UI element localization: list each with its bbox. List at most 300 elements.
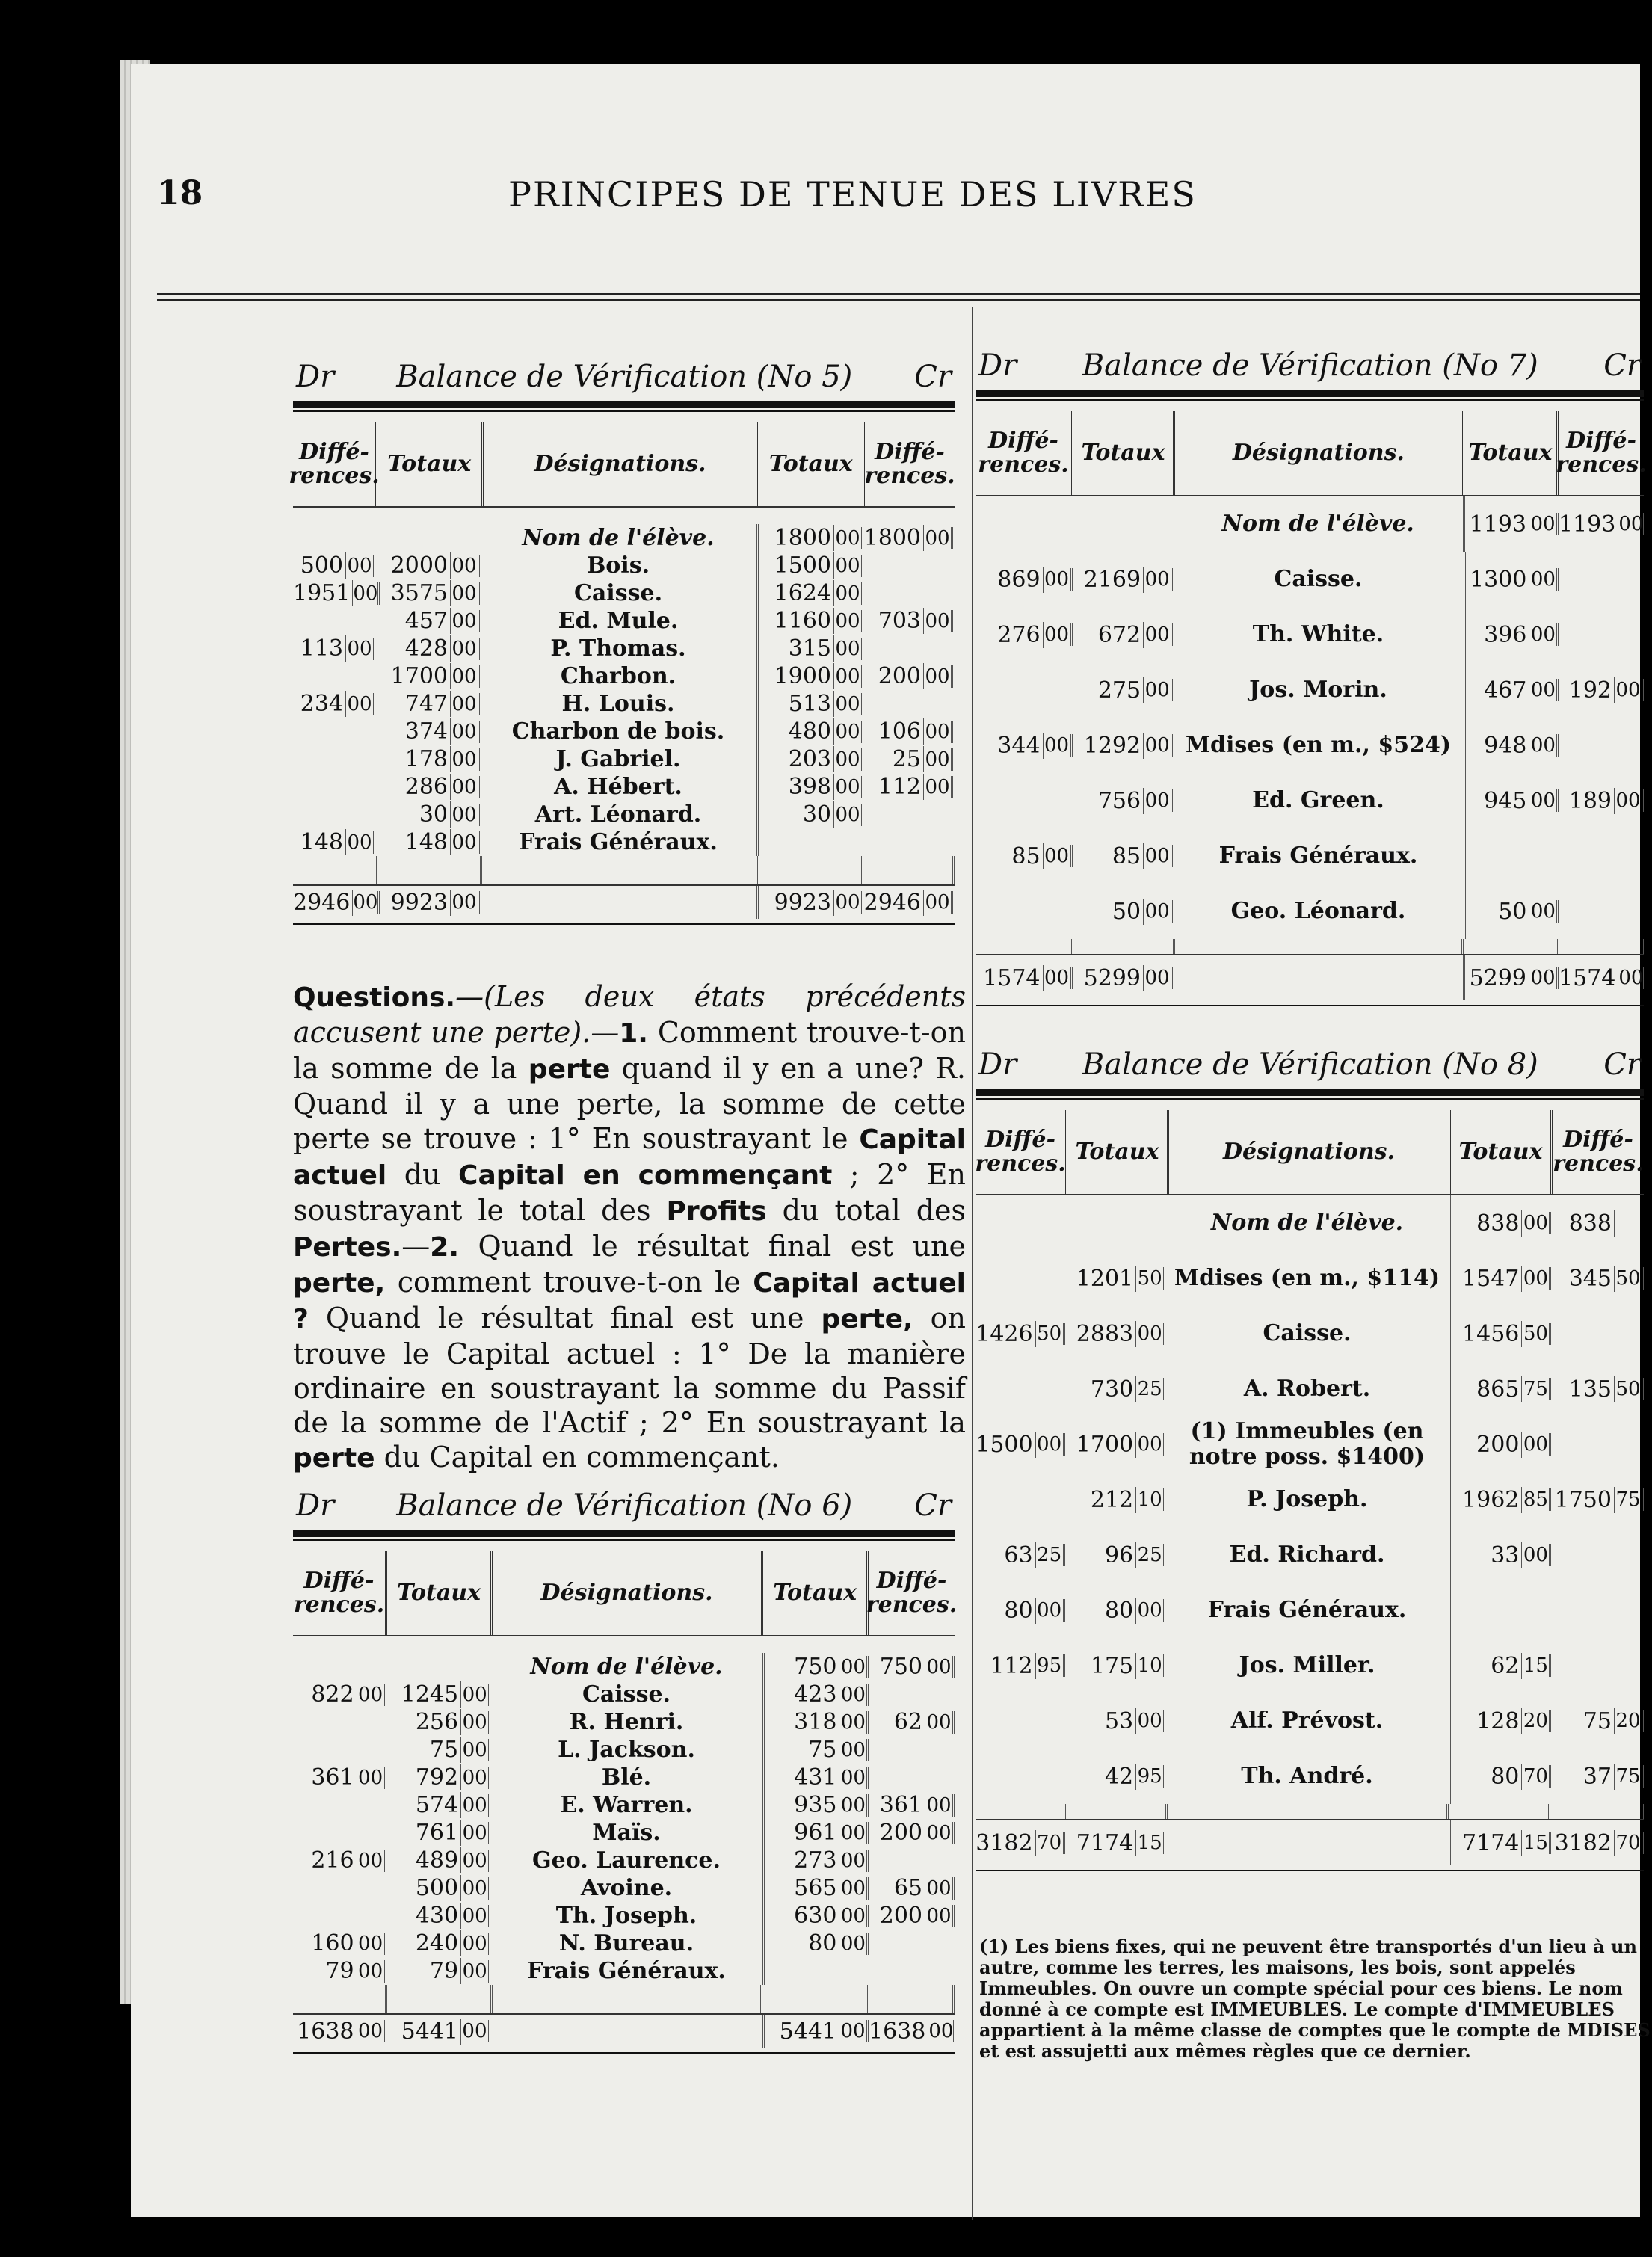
total-row	[293, 884, 955, 919]
amount-dollars: 428	[375, 635, 451, 662]
designation-cell: Ed. Mule.	[480, 607, 759, 635]
amount-cents: 00	[1529, 789, 1559, 812]
amount-cents: 00	[839, 1739, 869, 1761]
amount-cents: 00	[834, 610, 863, 632]
amount-cell	[386, 1764, 491, 1791]
differences-header: Diffé-rences.	[976, 411, 1073, 495]
amount-cell	[976, 1417, 1065, 1472]
table-row	[293, 579, 955, 607]
amount-dollars: 30	[759, 801, 834, 828]
amount-dollars: 1193	[1559, 511, 1618, 538]
amount-cents: 50	[1136, 1267, 1165, 1290]
amount-dollars: 160	[293, 1930, 357, 1956]
amount-cell	[869, 1819, 955, 1847]
amount-cell	[375, 690, 480, 718]
amount-cell	[1451, 1306, 1552, 1361]
amount-cents: 00	[925, 1877, 955, 1900]
amount-cents: 00	[461, 1739, 490, 1761]
differences-header: Diffé-rences.	[1553, 1127, 1644, 1177]
designation-cell: Geo. Léonard.	[1173, 884, 1466, 939]
amount-cents: 00	[451, 665, 480, 688]
table-row	[293, 1736, 955, 1764]
amount-cents: 50	[1036, 1323, 1065, 1345]
title-rule-thin	[976, 1098, 1644, 1100]
amount-cents: 00	[461, 1794, 490, 1817]
amount-cell	[759, 773, 863, 801]
designation-cell: R. Henri.	[490, 1708, 765, 1736]
amount-cents: 00	[1144, 679, 1173, 701]
table-spacer-row	[976, 1804, 1644, 1819]
amount-cell	[863, 718, 953, 745]
amount-cell	[293, 552, 375, 579]
amount-cents: 70	[1615, 1832, 1644, 1854]
title-rule-thin	[293, 410, 955, 412]
amount-dollars: 1700	[375, 663, 451, 689]
question-text: du	[386, 1158, 459, 1191]
amount-cell	[293, 801, 375, 828]
title-rule-thick	[976, 1089, 1644, 1096]
table-row	[293, 1819, 955, 1847]
amount-cents: 00	[451, 693, 480, 715]
amount-dollars: 189	[1559, 788, 1615, 814]
table-row	[293, 773, 955, 801]
designation-cell: Caisse.	[480, 579, 759, 607]
amount-cell	[1466, 828, 1559, 884]
page-title: PRINCIPES DE TENUE DES LIVRES	[508, 174, 1197, 215]
amount-cell	[1466, 718, 1559, 773]
amount-cell	[1559, 662, 1644, 718]
amount-dollars: 315	[759, 635, 834, 662]
amount-cell	[863, 828, 953, 856]
amount-cents: 00	[461, 1711, 490, 1734]
credit-label: Cr	[1603, 1047, 1641, 1082]
table-row	[976, 1583, 1644, 1638]
amount-cents: 00	[928, 2020, 955, 2042]
amount-cell	[976, 1195, 1065, 1251]
amount-cents: 00	[1044, 845, 1073, 867]
designation-cell: J. Gabriel.	[480, 745, 759, 773]
amount-cents: 00	[834, 665, 863, 688]
designation-cell: E. Warren.	[490, 1791, 765, 1819]
amount-dollars: 106	[863, 718, 924, 745]
amount-dollars: 430	[386, 1903, 462, 1929]
keyword-perte: perte,	[293, 1268, 386, 1299]
amount-cell	[1559, 607, 1644, 662]
amount-cell	[1551, 1195, 1644, 1251]
amount-cents: 85	[1522, 1488, 1551, 1511]
designation-cell: Frais Généraux.	[490, 1957, 765, 1985]
amount-dollars: 489	[386, 1847, 462, 1873]
amount-cell	[1551, 1638, 1644, 1693]
amount-cell	[976, 1361, 1065, 1417]
amount-cell	[759, 745, 863, 773]
amount-cents: 00	[1044, 734, 1073, 757]
amount-cell	[1451, 1361, 1552, 1417]
debit-label: Dr	[296, 360, 335, 394]
amount-dollars: 275	[1073, 677, 1144, 703]
table-bottom-rule	[976, 1005, 1644, 1006]
amount-dollars: 30	[375, 801, 451, 828]
amount-dollars: 79	[293, 1958, 357, 1984]
designation-cell: Art. Léonard.	[480, 801, 759, 828]
amount-dollars: 178	[375, 746, 451, 772]
amount-dollars: 513	[759, 691, 834, 717]
amount-cents: 00	[1522, 1267, 1551, 1290]
amount-cell	[976, 1638, 1065, 1693]
header-rule	[157, 293, 1640, 295]
amount-dollars: 1201	[1065, 1266, 1137, 1292]
amount-dollars: 9923	[375, 890, 451, 916]
spacer-cell	[293, 1985, 387, 2013]
amount-cell	[863, 524, 953, 552]
amount-cents: 00	[451, 638, 480, 660]
table-spacer-row	[976, 939, 1644, 954]
table-row	[976, 718, 1644, 773]
amount-cell	[293, 1902, 386, 1930]
amount-dollars: 822	[293, 1681, 357, 1708]
amount-dollars: 234	[293, 691, 346, 717]
amount-dollars: 175	[1065, 1653, 1137, 1679]
amount-cell	[1451, 1820, 1552, 1865]
amount-dollars: 50	[1073, 899, 1144, 925]
amount-cell	[1551, 1749, 1644, 1804]
amount-dollars: 62	[1451, 1653, 1523, 1679]
amount-cents: 00	[839, 1794, 869, 1817]
spacer-cell	[863, 856, 955, 884]
amount-cell	[759, 801, 863, 828]
amount-cents: 00	[357, 1960, 386, 1983]
amount-cell	[759, 828, 863, 856]
amount-dollars: 112	[863, 774, 924, 800]
amount-dollars: 761	[386, 1820, 462, 1846]
amount-cell	[1559, 884, 1644, 939]
amount-dollars: 574	[386, 1792, 462, 1818]
amount-cell	[293, 1791, 386, 1819]
amount-cents: 00	[461, 1684, 490, 1706]
amount-cents: 00	[461, 1850, 490, 1872]
amount-dollars: 318	[765, 1709, 840, 1735]
amount-dollars: 5299	[1465, 965, 1529, 991]
column-header-row	[976, 1110, 1644, 1195]
amount-dollars: 361	[869, 1792, 925, 1818]
amount-cell	[293, 635, 375, 662]
designation-cell: Bois.	[480, 552, 759, 579]
designation-cell: Charbon de bois.	[480, 718, 759, 745]
amount-cell	[1451, 1693, 1552, 1749]
keyword-capital-actuel: Capital actuel	[293, 1124, 966, 1191]
amount-dollars: 80	[976, 1598, 1036, 1624]
designation-cell: Th. Joseph.	[490, 1902, 765, 1930]
amount-cell	[1065, 1417, 1166, 1472]
amount-cell	[1451, 1472, 1552, 1527]
designation-cell: L. Jackson.	[490, 1736, 765, 1764]
amount-cell	[1466, 662, 1559, 718]
totaux-header: Totaux	[1073, 411, 1175, 495]
amount-dollars: 50	[1466, 899, 1530, 925]
amount-cell	[1065, 1749, 1166, 1804]
amount-cell	[293, 2015, 386, 2048]
amount-cents: 15	[1522, 1654, 1551, 1677]
amount-dollars: 203	[759, 746, 834, 772]
amount-dollars: 212	[1065, 1487, 1137, 1513]
designation-cell: Th. White.	[1173, 607, 1466, 662]
amount-cents: 00	[925, 1794, 955, 1817]
spacer-cell	[493, 1985, 763, 2013]
amount-cell	[1559, 828, 1644, 884]
amount-cell	[293, 1930, 386, 1957]
amount-dollars: 5441	[765, 2019, 839, 2045]
amount-dollars: 374	[375, 718, 451, 745]
amount-cell	[759, 607, 863, 635]
amount-cents: 25	[1136, 1544, 1165, 1566]
designation-cell: Nom de l'élève.	[1173, 496, 1466, 552]
amount-dollars: 565	[765, 1875, 840, 1901]
amount-dollars: 792	[386, 1764, 462, 1790]
amount-dollars: 2169	[1073, 567, 1144, 593]
amount-dollars: 200	[863, 663, 924, 689]
amount-cell	[765, 1930, 869, 1957]
spacer-cell	[1449, 1804, 1550, 1819]
table-title-row	[976, 1043, 1644, 1086]
amount-dollars: 135	[1551, 1376, 1615, 1402]
amount-cents: 00	[451, 555, 480, 577]
amount-cents: 15	[1136, 1832, 1165, 1854]
designation-cell: Mdises (en m., $524)	[1173, 718, 1466, 773]
amount-cell	[863, 579, 953, 607]
amount-cell	[386, 1930, 491, 1957]
amount-cell	[869, 1708, 955, 1736]
amount-cell	[293, 1957, 386, 1985]
totaux-header: Totaux	[1451, 1110, 1553, 1194]
amount-cents: 00	[346, 693, 375, 715]
amount-cell	[976, 1251, 1065, 1306]
amount-cell	[765, 1791, 869, 1819]
amount-cell	[1065, 1820, 1166, 1865]
table-spacer-row	[293, 1985, 955, 2013]
keyword-perte: perte	[528, 1054, 611, 1085]
designations-header: Désignations.	[1169, 1110, 1451, 1194]
amount-cents: 00	[834, 776, 863, 798]
title-rule-thick	[293, 1530, 955, 1537]
designations-header: Désignations.	[1175, 411, 1464, 495]
amount-cell	[863, 745, 953, 773]
amount-cell	[1065, 1361, 1166, 1417]
amount-dollars: 457	[375, 608, 451, 634]
amount-cents: 00	[925, 1711, 955, 1734]
amount-dollars: 869	[976, 567, 1044, 593]
amount-cents: 00	[1144, 967, 1173, 989]
table-row	[293, 1902, 955, 1930]
table-row	[976, 1417, 1644, 1472]
amount-cell	[1073, 718, 1174, 773]
amount-cell	[375, 662, 480, 690]
balance-5-table	[289, 355, 955, 925]
amount-cell	[293, 828, 375, 856]
table-row	[976, 496, 1644, 552]
balance-6-table	[293, 1484, 958, 2054]
amount-dollars: 703	[863, 608, 924, 634]
table-body	[976, 1195, 1644, 1865]
table-spacer-row	[293, 856, 955, 884]
page-number: 18	[157, 174, 203, 212]
question-1-number: 1.	[619, 1018, 648, 1049]
amount-cents: 00	[461, 1767, 490, 1789]
table-bottom-rule	[293, 923, 955, 925]
table-row	[293, 1764, 955, 1791]
amount-cell	[759, 579, 863, 607]
amount-dollars: 1574	[976, 965, 1044, 991]
amount-cents: 00	[1144, 900, 1173, 923]
amount-cents: 00	[834, 638, 863, 660]
amount-cell	[765, 2015, 869, 2048]
amount-cell	[976, 1527, 1065, 1583]
table-row	[293, 1708, 955, 1736]
amount-cell	[863, 773, 953, 801]
differences-header: Diffé-rences.	[976, 1110, 1067, 1194]
title-rule-thick	[293, 401, 955, 408]
questions-heading: Questions.	[293, 982, 456, 1013]
questions-intro: —(Les deux états précédents accusent une perte).—	[293, 980, 966, 1049]
amount-cents: 00	[461, 1960, 490, 1983]
amount-cell	[375, 718, 480, 745]
table-row	[976, 1527, 1644, 1583]
table-body	[293, 508, 955, 919]
amount-cents: 00	[353, 891, 380, 914]
question-text: on trouve le Capital actuel : 1° De la manière ordinaire en soustrayant la somme du Passif de la somme de l'Actif ; 2° En soustrayant la	[293, 1302, 967, 1439]
amount-cell	[293, 1708, 386, 1736]
table-row	[293, 662, 955, 690]
table-title-row	[293, 355, 955, 398]
question-text: comment trouve-t-on le	[385, 1266, 753, 1299]
amount-dollars: 838	[1551, 1210, 1615, 1237]
amount-cents: 00	[1529, 967, 1559, 989]
amount-dollars: 1426	[976, 1321, 1036, 1347]
amount-cell	[1559, 718, 1644, 773]
amount-cents: 00	[924, 776, 953, 798]
debit-label: Dr	[978, 348, 1017, 383]
amount-dollars: 750	[869, 1654, 925, 1680]
amount-cell	[386, 1708, 491, 1736]
amount-cents: 00	[1136, 1599, 1165, 1622]
amount-dollars: 112	[976, 1653, 1036, 1679]
amount-dollars: 2946	[863, 890, 924, 916]
designation-cell: H. Louis.	[480, 690, 759, 718]
questions-paragraph	[293, 979, 966, 1476]
total-designation-cell	[1165, 1820, 1451, 1865]
amount-dollars: 148	[293, 829, 346, 855]
amount-cents: 00	[1036, 1599, 1065, 1622]
amount-cell	[869, 1791, 955, 1819]
amount-cents: 00	[839, 2020, 869, 2042]
amount-cell	[1451, 1417, 1552, 1472]
amount-cell	[1073, 773, 1174, 828]
differences-header: Diffé-rences.	[293, 1551, 387, 1635]
amount-cents: 00	[839, 1877, 869, 1900]
amount-dollars: 672	[1073, 622, 1144, 648]
spacer-cell	[377, 856, 482, 884]
spacer-cell	[976, 939, 1073, 954]
amount-cell	[765, 1874, 869, 1902]
amount-cents: 00	[346, 638, 375, 660]
amount-dollars: 1574	[1559, 965, 1618, 991]
amount-cell	[976, 718, 1073, 773]
designations-header: Désignations.	[493, 1551, 763, 1635]
designation-cell: Nom de l'élève.	[1165, 1195, 1451, 1251]
amount-cents: 00	[353, 582, 380, 605]
amount-dollars: 1700	[1065, 1432, 1137, 1458]
amount-dollars: 2883	[1065, 1321, 1137, 1347]
amount-cell	[293, 662, 375, 690]
amount-cents: 00	[839, 1656, 869, 1678]
amount-cell	[386, 1653, 491, 1681]
designation-cell: A. Robert.	[1165, 1361, 1451, 1417]
amount-cell	[1451, 1583, 1552, 1638]
amount-cell	[1551, 1361, 1644, 1417]
amount-dollars: 344	[976, 733, 1044, 759]
amount-cents: 00	[839, 1711, 869, 1734]
amount-cell	[976, 884, 1073, 939]
amount-cell	[293, 1736, 386, 1764]
debit-label: Dr	[296, 1488, 335, 1523]
table-row	[293, 1957, 955, 1985]
amount-cell	[1551, 1820, 1644, 1865]
amount-cents: 10	[1136, 1654, 1165, 1677]
amount-cell	[386, 1847, 491, 1874]
amount-dollars: 53	[1065, 1708, 1137, 1734]
amount-cell	[293, 773, 375, 801]
amount-dollars: 1300	[1466, 567, 1530, 593]
amount-cents: 00	[834, 804, 863, 826]
differences-header: Diffé-rences.	[1556, 428, 1647, 478]
amount-cents: 70	[1522, 1765, 1551, 1788]
amount-cents: 00	[834, 582, 863, 605]
amount-cents: 00	[1529, 679, 1559, 701]
amount-cell	[1065, 1638, 1166, 1693]
amount-cell	[1451, 1251, 1552, 1306]
amount-cents: 00	[451, 610, 480, 632]
keyword-perte: perte	[293, 1443, 375, 1474]
amount-cell	[1451, 1527, 1552, 1583]
amount-dollars: 747	[375, 691, 451, 717]
amount-cell	[375, 524, 480, 552]
amount-cents: 00	[1044, 623, 1073, 646]
credit-label: Cr	[914, 360, 952, 394]
amount-dollars: 42	[1065, 1764, 1137, 1790]
amount-cents: 00	[1522, 1212, 1551, 1234]
amount-cents: 00	[451, 721, 480, 743]
spacer-cell	[387, 1985, 493, 2013]
amount-cell	[759, 635, 863, 662]
amount-cell	[869, 1874, 955, 1902]
spacer-cell	[1066, 1804, 1168, 1819]
amount-dollars: 128	[1451, 1708, 1523, 1734]
spacer-cell	[482, 856, 758, 884]
totaux-header: Totaux	[759, 422, 866, 506]
amount-cell	[1465, 496, 1559, 552]
amount-cents: 10	[1136, 1488, 1165, 1511]
amount-dollars: 500	[386, 1875, 462, 1901]
amount-cents: 00	[357, 1850, 386, 1872]
amount-cell	[1065, 1527, 1166, 1583]
amount-cents: 00	[1615, 679, 1644, 701]
amount-cell	[386, 2015, 490, 2048]
designations-header: Désignations.	[484, 422, 759, 506]
amount-dollars: 216	[293, 1847, 357, 1873]
amount-cell	[1073, 607, 1174, 662]
totaux-header: Totaux	[763, 1551, 869, 1635]
amount-cell	[1065, 1472, 1166, 1527]
amount-cents: 00	[839, 1767, 869, 1789]
